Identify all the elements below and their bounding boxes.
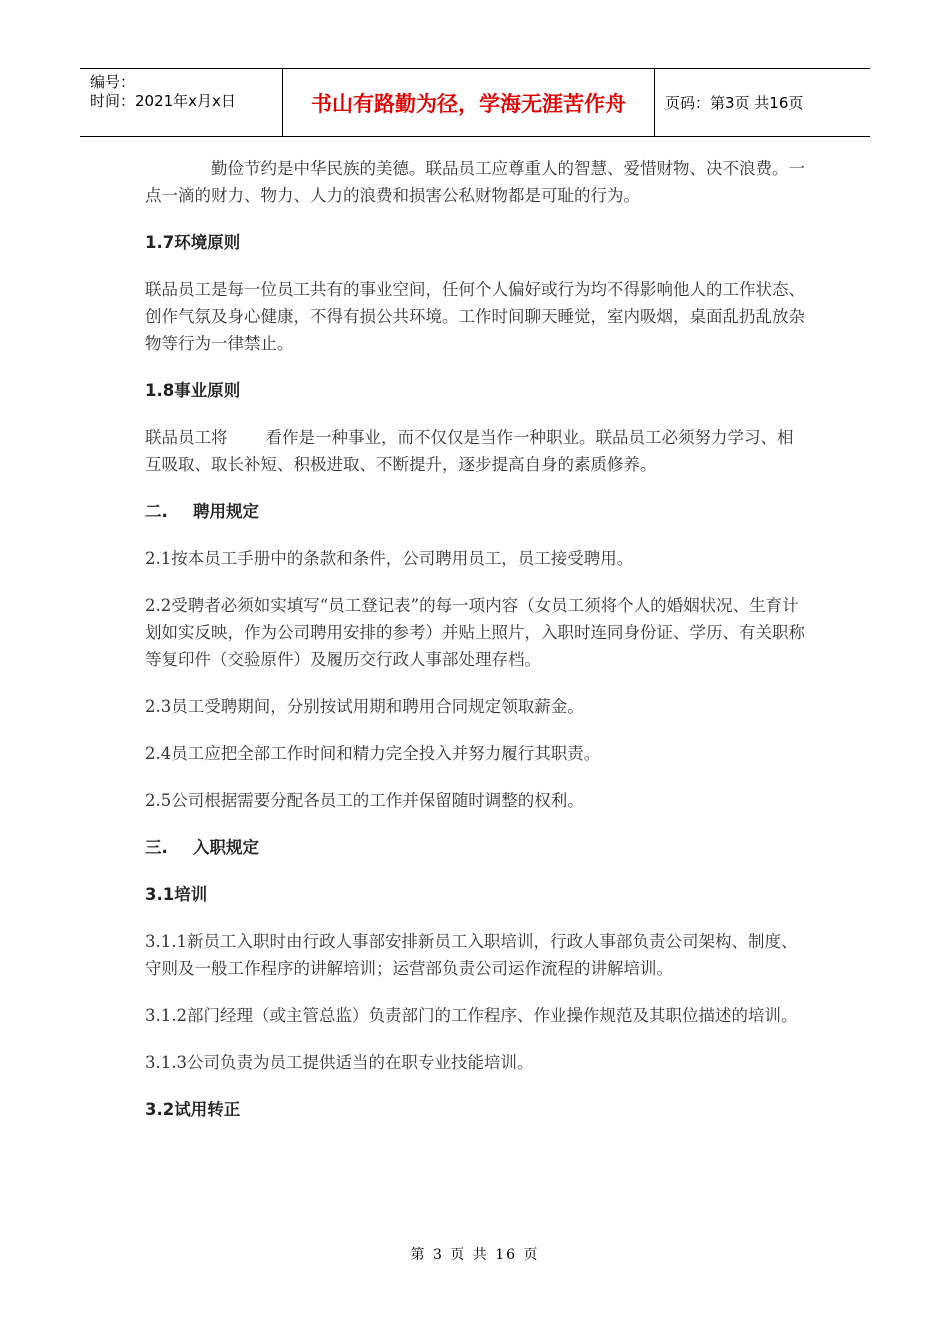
paragraph-3-1-3: 3.1.3公司负责为员工提供适当的在职专业技能培训。: [145, 1053, 534, 1072]
heading-3-1: 3.1培训: [145, 885, 208, 904]
heading-section-2: [145, 498, 805, 525]
header-page-info: 页码：第3页 共16页: [665, 94, 804, 112]
heading-1-8: 1.8事业原则: [145, 381, 241, 400]
paragraph-3-1-1: 3.1.1新员工入职时由行政人事部安排新员工入职培训，行政人事部负责公司架构、制度、守则及一般工作程序的讲解培训；运营部负责公司运作流程的讲解培训。: [145, 932, 798, 978]
heading-3-2: 3.2试用转正: [145, 1100, 241, 1119]
paragraph-2-1: 2.1按本员工手册中的条款和条件，公司聘用员工，员工接受聘用。: [145, 549, 634, 568]
header-motto: 书山有路勤为径，学海无涯苦作舟: [283, 69, 655, 136]
heading-1-7: 1.7环境原则: [145, 233, 241, 252]
paragraph-1-7: 联品员工是每一位员工共有的事业空间，任何个人偏好或行为均不得影响他人的工作状态、创作气氛及身心健康，不得有损公共环境。工作时间聊天睡觉，室内吸烟，桌面乱扔乱放杂物等行为一律禁止。: [145, 280, 805, 353]
section-3-title: 入职规定: [193, 838, 259, 857]
code-label: 编号：: [90, 73, 136, 91]
paragraph-2-2: 2.2受聘者必须如实填写“员工登记表”的每一项内容（女员工须将个人的婚姻状况、生育计划如实反映，作为公司聘用安排的参考）并贴上照片，入职时连同身份证、学历、有关职称等复印件（交验原件）及履历交行政人事部处理存档。: [145, 596, 805, 669]
date-label: 时间：2021年x月x日: [90, 92, 236, 110]
section-2-number: 二.: [145, 502, 168, 521]
section-3-number: 三.: [145, 838, 168, 857]
paragraph-3-1-2: 3.1.2部门经理（或主管总监）负责部门的工作程序、作业操作规范及其职位描述的培训。: [145, 1006, 798, 1025]
paragraph-2-4: 2.4员工应把全部工作时间和精力完全投入并努力履行其职责。: [145, 744, 601, 763]
page-header: [80, 68, 870, 137]
section-2-title: 聘用规定: [193, 502, 259, 521]
footer-page-number: 第 3 页 共 16 页: [410, 1247, 540, 1263]
paragraph-1-8-rest: 看作是一种事业，而不仅仅是当作一种职业。联品员工必须努力学习、相互吸取、取长补短、积极进取、不断提升，逐步提高自身的素质修养。: [145, 428, 794, 474]
paragraph-2-5: 2.5公司根据需要分配各员工的工作并保留随时调整的权利。: [145, 791, 584, 810]
paragraph-2-3: 2.3员工受聘期间，分别按试用期和聘用合同规定领取薪金。: [145, 697, 584, 716]
document-body: [145, 155, 805, 1143]
paragraph-1-8: [145, 424, 805, 478]
page-footer: [0, 1244, 950, 1264]
paragraph-frugality: 勤俭节约是中华民族的美德。联品员工应尊重人的智慧、爱惜财物、决不浪费。一点一滴的财力、物力、人力的浪费和损害公私财物都是可耻的行为。: [145, 159, 805, 205]
heading-section-3: [145, 834, 805, 861]
header-meta-cell: [80, 69, 283, 136]
paragraph-1-8-start: 联品员工将: [145, 428, 228, 447]
